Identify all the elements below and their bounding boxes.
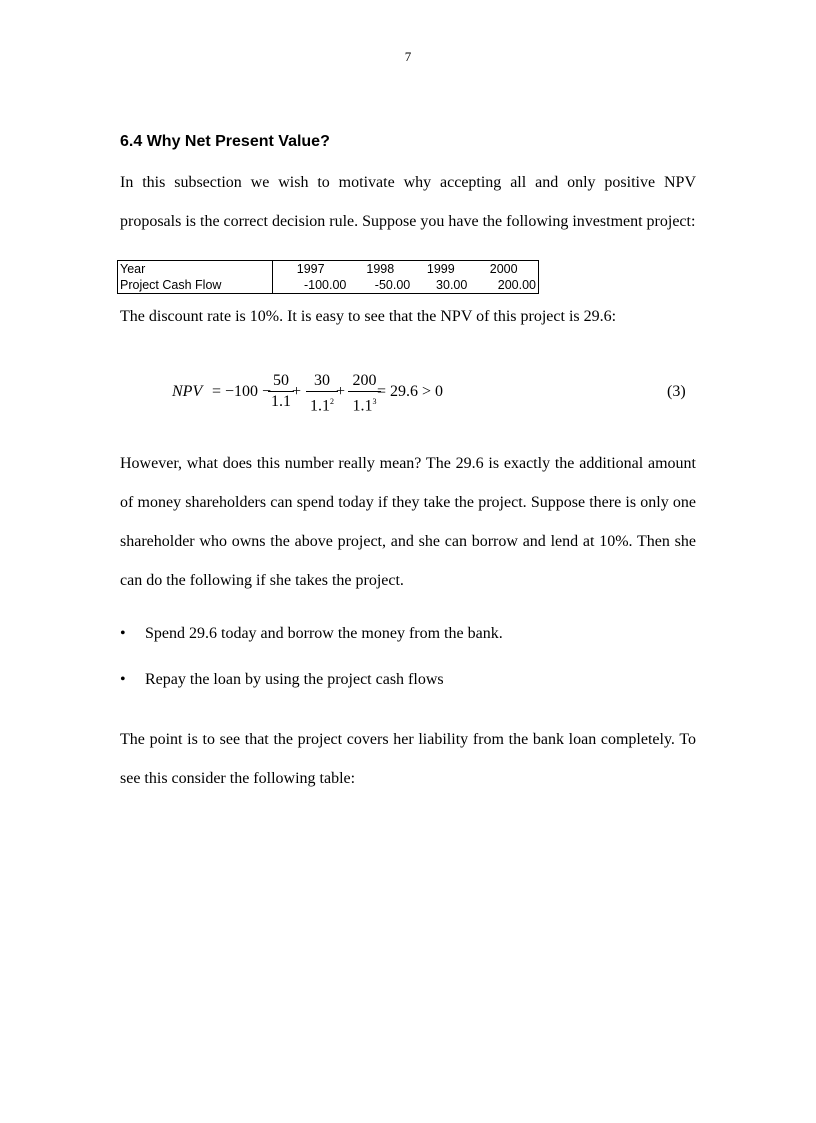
equation-number: (3)	[667, 383, 686, 400]
cash-flow-label: Project Cash Flow	[118, 277, 273, 294]
paragraph-discount: The discount rate is 10%. It is easy to see that the NPV of this project is 29.6:	[120, 308, 617, 325]
fraction-3-numerator: 200	[352, 372, 377, 389]
table-row	[118, 261, 539, 278]
cash-flow-cell: -50.00	[374, 278, 411, 292]
section-heading: 6.4 Why Net Present Value?	[120, 133, 330, 150]
list-item-text: Spend 29.6 today and borrow the money from the bank.	[145, 625, 503, 642]
paragraph-intro: In this subsection we wish to motivate why accepting all and only positive NPV proposals is the correct decision rule. Suppose you have the following investment project:	[120, 174, 696, 230]
year-header: Year	[118, 261, 273, 278]
paragraph-meaning: However, what does this number really mean? The 29.6 is exactly the additional amount of money shareholders can spend today if they take the project. Suppose there is only one shareholder who owns the above project, and she can borrow and lend at 10%. Then she can do the following if she takes the project.	[120, 455, 696, 589]
fraction-2-numerator: 30	[314, 372, 330, 389]
fraction-3-exponent: 3	[372, 397, 377, 406]
year-cell: 1998	[366, 262, 395, 276]
fraction-bar	[306, 391, 338, 392]
paragraph-point: The point is to see that the project covers her liability from the bank loan completely. To see this consider the following table:	[120, 731, 696, 787]
list-item	[120, 670, 696, 690]
equation-plus: +	[292, 383, 302, 400]
equation-result: = 29.6 > 0	[377, 383, 444, 400]
equation-lead: = −100 −	[212, 383, 272, 400]
equation-lhs: NPV	[172, 383, 203, 400]
bullet-icon: •	[120, 671, 126, 688]
fraction-2	[306, 372, 338, 415]
fraction-3-denominator: $1.1^3$	[352, 397, 377, 415]
fraction-1-numerator: 50	[273, 372, 289, 389]
year-cell: 2000	[489, 262, 518, 276]
page-number: 7	[404, 49, 412, 64]
list-item-text: Repay the loan by using the project cash flows	[145, 671, 444, 688]
fraction-bar	[268, 391, 294, 392]
fraction-2-exponent: 2	[330, 397, 334, 406]
list-item	[120, 624, 696, 644]
bullet-list	[120, 624, 696, 716]
table-row	[118, 277, 539, 294]
cash-flow-cell: -100.00	[303, 278, 347, 292]
bullet-icon: •	[120, 625, 126, 642]
year-cell: 1997	[296, 262, 325, 276]
cash-flow-cell: 30.00	[436, 278, 468, 292]
fraction-1	[268, 372, 294, 411]
year-cell: 1999	[426, 262, 455, 276]
fraction-2-denominator: $1.1^2$	[310, 397, 334, 415]
cash-flow-cell: 200.00	[497, 278, 536, 292]
fraction-1-denominator: 1.1	[271, 393, 291, 410]
cash-flow-table	[117, 260, 539, 294]
equation-plus: +	[336, 383, 346, 400]
